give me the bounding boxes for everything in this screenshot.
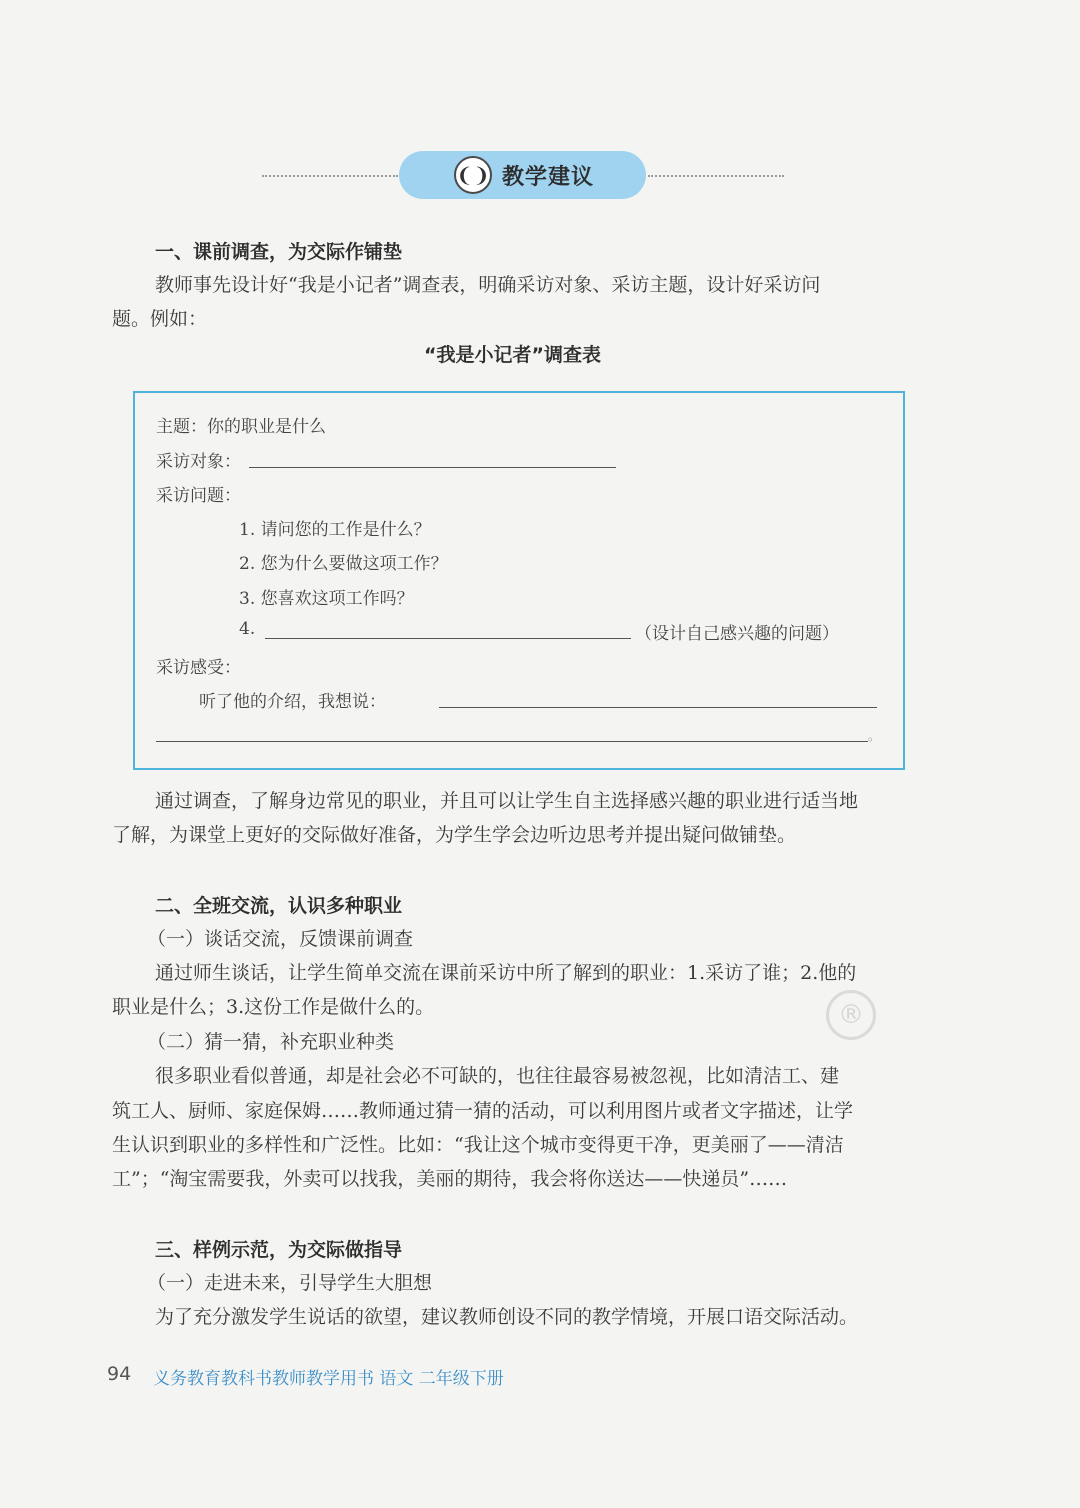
feeling-end-mark: 。 (868, 729, 881, 743)
section1-summary-line1: 通过调查，了解身边常见的职业，并且可以让学生自主选择感兴趣的职业进行适当地 (155, 790, 859, 812)
header-banner (399, 151, 646, 199)
section1-heading: 一、课前调查，为交际作铺垫 (155, 241, 403, 263)
registered-watermark: ® (826, 990, 876, 1040)
section1-summary-line2: 了解，为课堂上更好的交际做好准备，为学生学会边听边思考并提出疑问做铺垫。 (112, 824, 797, 846)
section1-intro-line1: 教师事先设计好“我是小记者”调查表，明确采访对象、采访主题，设计好采访问 (155, 274, 821, 296)
section2-sub2: （二）猜一猜，补充职业种类 (147, 1031, 395, 1053)
section2-sub2-line2: 筑工人、厨师、家庭保姆……教师通过猜一猜的活动，可以利用图片或者文字描述，让学 (112, 1100, 854, 1122)
feeling-prompt: 听了他的介绍，我想说： (199, 692, 386, 712)
question-2: 2. 您为什么要做这项工作？ (239, 554, 448, 574)
question-4-blank (265, 638, 631, 639)
header-dotted-line-right (648, 175, 784, 177)
question-4-number: 4. (239, 619, 256, 639)
page-number: 94 (107, 1363, 132, 1385)
section2-sub2-line3: 生认识到职业的多样性和广泛性。比如：“我让这个城市变得更干净，更美丽了——清洁 (112, 1134, 844, 1156)
section2-heading: 二、全班交流，认识多种职业 (155, 895, 403, 917)
question-1: 1. 请问您的工作是什么？ (239, 520, 431, 540)
interviewee-label: 采访对象： (156, 452, 241, 472)
table-title: “我是小记者”调查表 (424, 344, 601, 366)
section2-sub2-line4: 工”；“淘宝需要我，外卖可以找我，美丽的期待，我会将你送达——快递员”…… (112, 1168, 788, 1190)
section2-sub1-line2: 职业是什么；3.这份工作是做什么的。 (112, 996, 435, 1018)
feeling-label: 采访感受： (156, 658, 241, 678)
question-3: 3. 您喜欢这项工作吗？ (239, 589, 414, 609)
book-title: 义务教育教科书教师教学用书 语文 二年级下册 (153, 1369, 504, 1389)
interviewee-blank (249, 467, 616, 468)
feeling-blank-2 (156, 741, 868, 742)
section1-intro-line2: 题。例如： (112, 308, 208, 330)
header-dotted-line-left (262, 175, 398, 177)
question-4-hint: （设计自己感兴趣的问题） (635, 624, 839, 644)
section3-heading: 三、样例示范，为交际做指导 (155, 1239, 403, 1261)
page-title: 教学建议 (502, 164, 595, 190)
section2-sub1-line1: 通过师生谈话，让学生简单交流在课前采访中所了解到的职业：1.采访了谁；2.他的 (155, 962, 857, 984)
section3-sub1-line1: 为了充分激发学生说话的欲望，建议教师创设不同的教学情境，开展口语交际活动。 (155, 1306, 859, 1328)
section2-sub2-line1: 很多职业看似普通，却是社会必不可缺的，也往往最容易被忽视，比如清洁工、建 (155, 1065, 840, 1087)
feeling-blank-1 (439, 707, 877, 708)
section3-sub1: （一）走进未来，引导学生大胆想 (147, 1272, 433, 1294)
section2-sub1: （一）谈话交流，反馈课前调查 (147, 928, 414, 950)
questions-label: 采访问题： (156, 486, 241, 506)
table-topic: 主题：你的职业是什么 (156, 417, 326, 437)
survey-table (133, 391, 905, 770)
book-icon: ❨❩ (454, 156, 492, 194)
